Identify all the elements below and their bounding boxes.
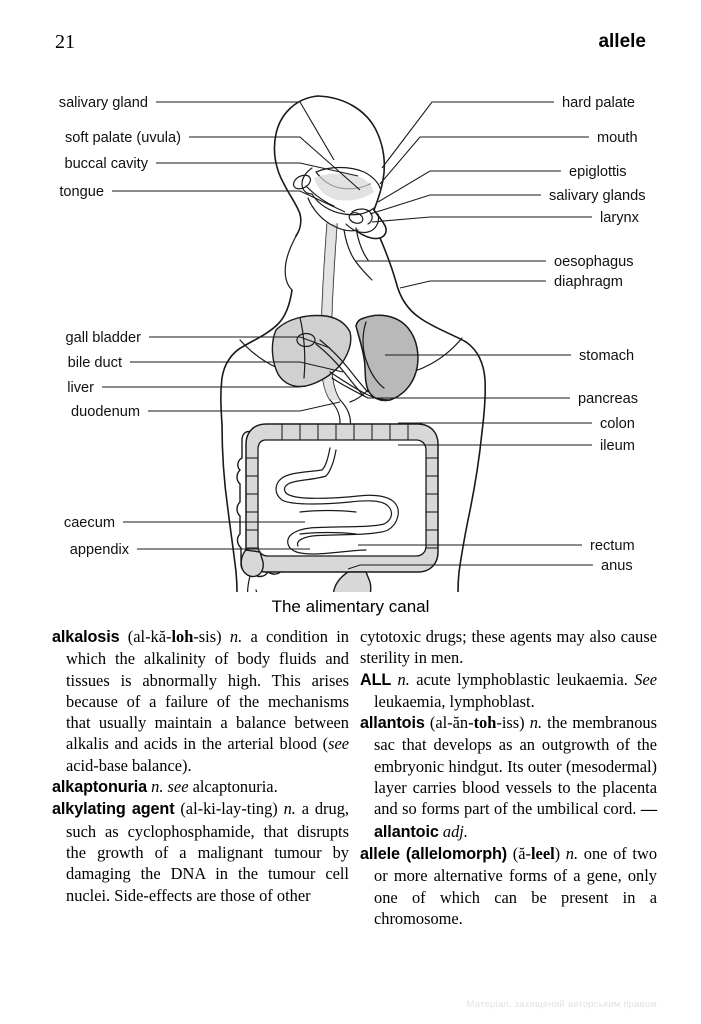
entry-definition: a drug, such as cyclophosphamide, that disrupts the growth of a malignant tumour by damaging the DNA in the tumour cell nuclei. Side-effects are those of other [66, 799, 349, 905]
entry-part-of-speech: n. [565, 843, 579, 863]
entry-headword: ALL [360, 670, 392, 689]
figure-label-group [71, 402, 340, 420]
running-headword: allele [598, 31, 646, 52]
leader-line [156, 102, 334, 160]
entry-part-of-speech: n. [391, 669, 410, 689]
entry-definition: the membranous sac that develops as an outgrowth of the embryonic hindgut. Its outer (mesodermal) layer carries blood vessels to the placenta and so forms part of the umbilical cord. [374, 713, 658, 819]
dictionary-entry-all [360, 669, 657, 713]
figure-label-group [400, 274, 623, 290]
leader-line [370, 195, 541, 214]
figure-label-group [67, 380, 300, 396]
entry-pronunciation-suffix: -sis) [193, 627, 230, 646]
entry-pronunciation-stress: loh [171, 627, 194, 646]
figure-label: tongue [59, 184, 104, 200]
entry-see-marker: see [328, 734, 349, 754]
entry-headword: allele (allelomorph) [360, 844, 508, 863]
entry-definition: acute lymphoblastic leukaemia. [409, 669, 635, 689]
entry-headword: allantois [360, 714, 425, 733]
figure-label: buccal cavity [64, 156, 148, 172]
dictionary-entry-allantois [360, 712, 657, 843]
entry-derivative-part-of-speech: adj. [438, 821, 468, 841]
entry-headword: alkaptonuria [52, 778, 148, 797]
mouth-and-pharynx-shapes [291, 168, 380, 281]
entry-part-of-speech: n. [529, 713, 543, 733]
entry-pronunciation-prefix: (al-kă- [119, 627, 172, 646]
dictionary-entry-alkalosis [52, 626, 349, 776]
leader-line [156, 163, 358, 176]
figure-label: colon [600, 416, 635, 432]
figure-label: epiglottis [569, 164, 627, 180]
entry-see-marker: see [163, 777, 189, 797]
entry-headword: alkalosis [52, 628, 120, 646]
figure-label: caecum [63, 515, 115, 531]
dictionary-columns [0, 626, 701, 946]
figure-label: appendix [69, 542, 129, 558]
figure-label: larynx [600, 210, 639, 226]
entry-derivative-term: allantoic [374, 822, 439, 841]
entry-part-of-speech: n. [283, 799, 296, 819]
entry-pronunciation-prefix: (al-ăn- [424, 713, 474, 733]
entry-cross-reference: leukaemia, lymphoblast. [374, 691, 535, 711]
figure-label: diaphragm [554, 274, 623, 290]
figure-label: bile duct [67, 355, 122, 371]
figure-label-group [355, 254, 634, 270]
entry-headword: alkylating agent [52, 800, 175, 819]
entry-pronunciation-prefix: (al-ki-lay-ting) [174, 799, 284, 819]
dictionary-entry-alkaptonuria [52, 776, 349, 798]
entry-cross-reference: alcaptonuria. [188, 777, 278, 797]
leader-line [148, 402, 340, 411]
leader-line [380, 137, 589, 184]
column-right [360, 626, 657, 929]
entry-pronunciation-stress: leel [530, 843, 555, 863]
entry-pronunciation-prefix: (ă- [507, 843, 531, 863]
entry-part-of-speech: n. [147, 777, 164, 797]
figure-label: liver [67, 380, 94, 396]
leader-line [382, 102, 554, 168]
figure-label: soft palate (uvula) [64, 130, 181, 146]
figure-label: gall bladder [65, 330, 141, 346]
figure-label: oesophagus [554, 254, 634, 270]
figure-label-group [64, 156, 358, 176]
figure-label: pancreas [578, 391, 639, 407]
entry-pronunciation-suffix: -iss) [496, 713, 530, 733]
leader-line [400, 281, 546, 288]
entry-definition: a condition in which the alkalinity of body fluids and tissues is abnormally high. This arises because of a failure of the mechanisms that usually maintain a balance between alkalis and acids in the arterial blood ( [66, 627, 349, 754]
dictionary-entry-continuation [360, 626, 657, 669]
entry-definition: cytotoxic drugs; these agents may also cause sterility in men. [360, 627, 657, 668]
caecum-and-appendix-shapes [241, 550, 263, 592]
figure-label: stomach [579, 348, 635, 364]
dictionary-entry-allele [360, 843, 657, 929]
entry-pronunciation-suffix: ) [554, 843, 566, 863]
figure-label: mouth [597, 130, 638, 146]
figure-label-group [59, 95, 334, 160]
entry-pronunciation-stress: toh [473, 713, 497, 733]
dictionary-entry-alkylating-agent [52, 798, 349, 905]
stomach-shape [350, 315, 418, 402]
page-number: 21 [55, 31, 75, 53]
entry-part-of-speech: n. [229, 627, 243, 646]
figure-caption: The alimentary canal [271, 597, 430, 616]
copyright-watermark: Матеріал, захищений авторським правом [466, 999, 657, 1010]
figure-label-group [385, 348, 634, 364]
liver-shape [272, 316, 350, 387]
figure-label: rectum [590, 538, 635, 554]
leader-line [372, 217, 592, 222]
running-head [0, 30, 701, 56]
figure-label: anus [601, 558, 633, 574]
entry-see-marker: See [634, 669, 657, 689]
figure-label: hard palate [562, 95, 636, 111]
entry-cross-reference: acid-base balance). [66, 755, 192, 775]
figure-label: salivary gland [58, 95, 148, 111]
figure-label: ileum [600, 438, 635, 454]
alimentary-canal-diagram [0, 72, 701, 592]
alimentary-canal-figure [0, 72, 701, 592]
figure-label: duodenum [71, 404, 140, 420]
entry-definition: one of two or more alternative forms of a gene, only one of which can be present in a chromosome. [374, 843, 658, 928]
rectum-and-anus-shapes [333, 572, 371, 592]
entry-derivative-dash: — [640, 800, 657, 819]
leader-line [378, 171, 561, 202]
figure-label-group [372, 210, 640, 226]
colon-shape [237, 424, 438, 577]
figure-label: salivary glands [549, 188, 646, 204]
column-left [52, 626, 349, 906]
figure-label-group [368, 391, 638, 407]
